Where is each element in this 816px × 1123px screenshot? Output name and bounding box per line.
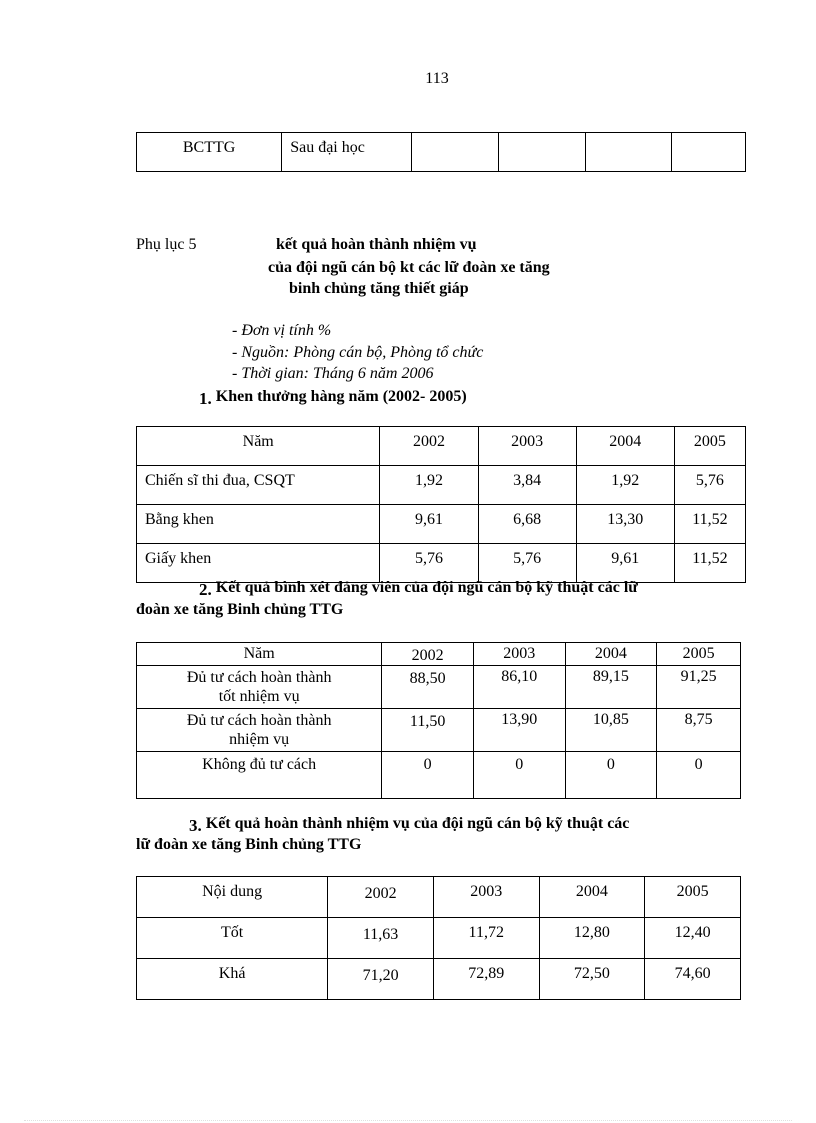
table-cell: 0 [382,752,474,799]
table-row [137,466,746,505]
column-header: 2005 [657,643,741,666]
row-label: Khá [137,959,328,1000]
top-table [136,132,746,172]
table-cell: 13,30 [576,505,674,544]
table-cell: Sau đại học [282,133,412,172]
column-header: Năm [137,427,380,466]
table-row [137,133,746,172]
table-cell: 89,15 [565,666,657,709]
column-header: 2005 [674,427,745,466]
row-label [137,709,382,752]
section3-heading-line-1 [189,815,629,836]
task-completion-table [136,876,741,1000]
row-label: Tốt [137,918,328,959]
table-cell: 11,72 [433,918,539,959]
column-header: 2002 [382,643,474,666]
table-cell: 12,40 [645,918,741,959]
column-header: 2004 [539,877,645,918]
meta-time: - Thời gian: Tháng 6 năm 2006 [232,365,434,382]
row-label: Chiến sĩ thi đua, CSQT [137,466,380,505]
appendix-label: Phụ lục 5 [136,236,197,253]
table-cell [412,133,499,172]
row-label-line-1: Đủ tư cách hoàn thành [186,669,332,686]
column-header: 2003 [433,877,539,918]
table-cell: 5,76 [380,544,478,583]
appendix-title-line-3: binh chủng tăng thiết giáp [289,280,469,297]
column-header: 2004 [576,427,674,466]
table-cell: 0 [657,752,741,799]
table-cell: 1,92 [380,466,478,505]
table-row [137,505,746,544]
table-header-row [137,427,746,466]
table-row [137,752,741,799]
table-cell: 9,61 [576,544,674,583]
table-cell: 71,20 [328,959,434,1000]
page-bottom-rule [24,1120,792,1121]
section3-title-line-1: Kết quả hoàn thành nhiệm vụ của đội ngũ cán bộ kỹ thuật các [205,815,630,832]
table-cell: BCTTG [137,133,282,172]
table-cell [672,133,746,172]
section3-number: 3. [189,816,202,835]
table-cell [585,133,672,172]
column-header: 2002 [328,877,434,918]
table-cell: 11,52 [674,544,745,583]
awards-table [136,426,746,583]
section1-number: 1. [199,389,212,408]
row-label-line-2: tốt nhiệm vụ [218,688,300,705]
meta-unit: - Đơn vị tính % [232,322,332,339]
table-cell: 8,75 [657,709,741,752]
table-row [137,709,741,752]
row-label-line-1: Không đủ tư cách [202,756,317,773]
column-header: Nội dung [137,877,328,918]
table-cell: 13,90 [473,709,565,752]
table-cell: 72,50 [539,959,645,1000]
table-cell: 0 [565,752,657,799]
table-cell: 9,61 [380,505,478,544]
section2-number: 2. [199,580,212,599]
table-cell: 11,52 [674,505,745,544]
table-cell: 86,10 [473,666,565,709]
table-row [137,918,741,959]
table-row [137,666,741,709]
table-cell: 10,85 [565,709,657,752]
table-cell: 6,68 [478,505,576,544]
row-label [137,666,382,709]
table-cell: 91,25 [657,666,741,709]
party-evaluation-table [136,642,741,799]
section1-title: Khen thưởng hàng năm (2002- 2005) [215,388,467,405]
page-number: 113 [425,70,449,87]
table-cell: 3,84 [478,466,576,505]
column-header: 2002 [380,427,478,466]
column-header: Năm [137,643,382,666]
table-cell: 74,60 [645,959,741,1000]
table-cell: 5,76 [674,466,745,505]
table-header-row [137,877,741,918]
table-cell: 0 [473,752,565,799]
section2-title-line-1: Kết quả bình xét đảng viên của đội ngũ cán bộ kỹ thuật các lữ [215,579,638,596]
column-header: 2003 [478,427,576,466]
table-header-row [137,643,741,666]
table-cell: 11,50 [382,709,474,752]
table-cell: 12,80 [539,918,645,959]
table-cell [498,133,585,172]
table-cell: 11,63 [328,918,434,959]
column-header: 2004 [565,643,657,666]
table-cell: 88,50 [382,666,474,709]
section3-title-line-2: lữ đoàn xe tăng Binh chủng TTG [136,836,362,853]
row-label [137,752,382,799]
row-label: Bằng khen [137,505,380,544]
section1-heading [199,388,467,409]
table-row [137,544,746,583]
appendix-title-line-1: kết quả hoàn thành nhiệm vụ [276,236,477,253]
section2-title-line-2: đoàn xe tăng Binh chủng TTG [136,601,344,618]
section2-heading-line-1 [199,579,638,600]
table-cell: 5,76 [478,544,576,583]
column-header: 2005 [645,877,741,918]
appendix-title-line-2: của đội ngũ cán bộ kt các lữ đoàn xe tăng [268,259,550,276]
row-label-line-1: Đủ tư cách hoàn thành [186,712,332,729]
row-label-line-2: nhiệm vụ [229,731,290,748]
meta-source: - Nguồn: Phòng cán bộ, Phòng tổ chức [232,344,484,361]
row-label: Giấy khen [137,544,380,583]
table-row [137,959,741,1000]
table-cell: 72,89 [433,959,539,1000]
table-cell: 1,92 [576,466,674,505]
column-header: 2003 [473,643,565,666]
